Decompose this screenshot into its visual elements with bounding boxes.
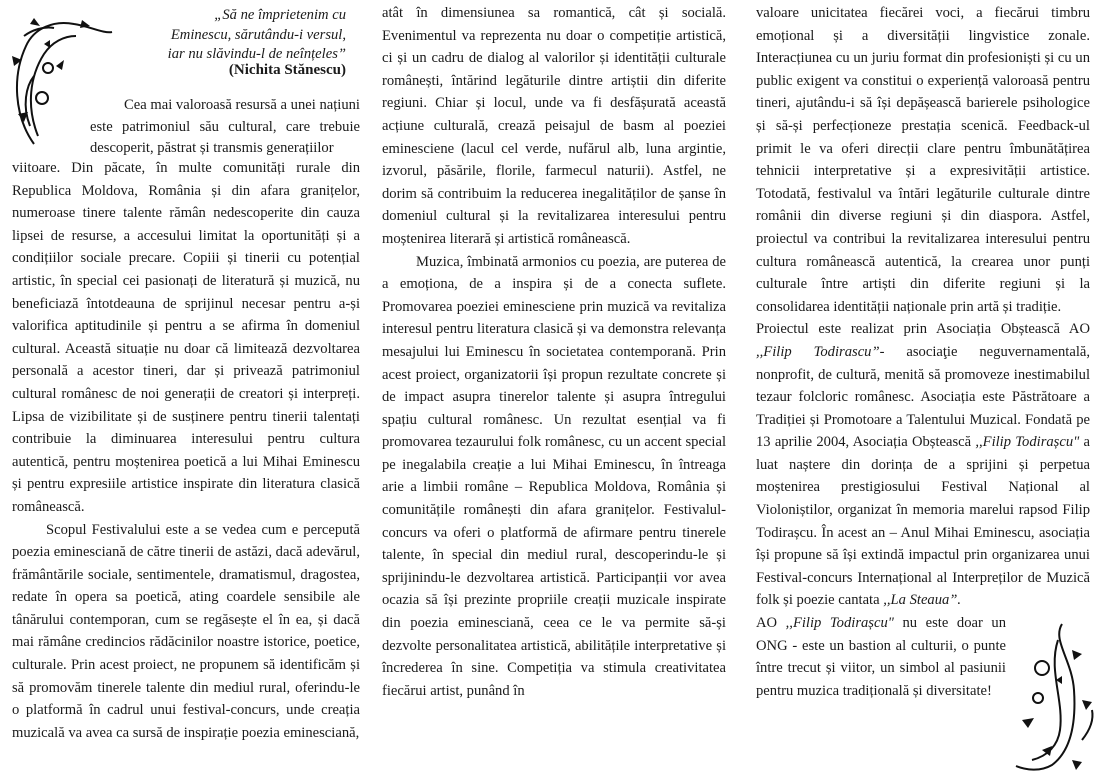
epigraph-line: „Să ne împrietenim cu [214,7,346,23]
column1-paragraph-2: Scopul Festivalului este a se vedea cum e percepută poezia eminesciană de către tinerii de astăzi, dacă adevărul, frământările sociale, sentimentele, dramatismul, dragostea, redate în opera sa poetică, ating coardele sensibile ale tânărului contemporan, cum se regăsește el în ea, și dacă mai rămâne credincios rădăcinilor noastre istorice, poetice, culturale. Prin acest proiect, ne propunem să identificăm și să promovăm tinerele talente din mediul rural, oferindu-le o platformă în cadrul unui festival-concurs, unde creația muzicală va avea ca sursă de inspirație poezia eminesciană, [12,521,360,741]
column-1 [12,157,360,744]
epigraph-line: iar nu slăvindu-l de neînțeles” [167,46,346,62]
festival-name: ,,La Steaua”. [883,592,962,609]
org-name: ,,Filip Todirașcu" [785,615,894,632]
column1-intro: Cea mai valoroasă resursă a unei națiuni este patrimoniul său cultural, care trebuie descoperit, păstrat și transmis generațiilor [90,97,360,156]
epigraph-quote [106,6,346,65]
text-run: nu este doar un ONG - este un bastion al culturii, o punte între trecut și viitor, un simbol al pasiunii pentru muzica tradițională și diversitate! [756,615,1006,699]
org-name: ,,Filip Todirașcu" [975,434,1080,451]
column3-paragraph-3 [756,612,1006,702]
column1-paragraph-1: viitoare. Din păcate, în multe comunități rurale din Republica Moldova, România și din afara granițelor, numeroase tinere talente rămân nedescoperite din cauza lipsei de resurse, a accesului limitat la oportunități și a condițiilor sociale precare. Copiii și tinerii cu potențial artistic, în special cei pasionați de literatură și muzică, nu beneficiază întotdeauna de sprijinul necesar pentru a-și valorifica aptitudinile și pentru a se afirma în domeniul cultural. Această situație nu doar că limitează dezvoltarea personală a acestor tineri, dar și privează patrimoniul cultural românesc de noi generații de creatori și interpreți. Lipsa de vizibilitate și de susținere pentru tinerii talentați contribuie la diminuarea interesului pentru cultura autentică, pentru moștenirea poetică a lui Mihai Eminescu și pentru expresiile artistice inspirate din literatura clasică românească. [12,160,360,515]
column-3 [756,2,1090,702]
column2-paragraph-2: Muzica, îmbinată armonios cu poezia, are puterea de a emoționa, de a inspira și de a conecta suflete. Promovarea poeziei eminesciene prin muzică va revitaliza interesul pentru literatura clasică și va demonstra relevanța mesajului lui Eminescu în societatea contemporană. Prin acest proiect, organizatorii își propun rezultate concrete și de impact asupra tinerelor talente și asupra întregului spațiu cultural românesc. Un rezultat esențial va fi promovarea tezaurului folk românesc, cu un accent special pe inegalabila creație a lui Mihai Eminescu, în întreaga arie a limbii române – Republica Moldova, România și comunitățile românești din afara granițelor. Festivalul-concurs va oferi o platformă de afirmare pentru tinerele talente, în special din mediul rural, descoperindu-le și sprijinindu-le dezvoltarea artistică. Participanții vor avea ocazia să își prezinte propriile creații muzicale inspirate din poezia eminesciană, ceea ce le va permite să-și dezvolte personalitatea artistică, abilitățile interpretative și încrederea în sine. Competiția va stimula creativitatea fiecărui artist, punând în [382,253,726,699]
text-run: a luat naștere din dorința de a sprijini și perpetua moștenirea prestigiosului Festival Național al Violoniștilor, organizat în memoria marelui rapsod Filip Todirașcu. În acest an – Anul Mihai Eminescu, asociația își propune să își extindă impactul prin organizarea unui Festival-concurs Internațional al Interpreților de Muzică folk și poezie cantata [756,434,1090,609]
epigraph-author: (Nichita Stănescu) [228,62,346,78]
column2-paragraph-1: atât în dimensiunea sa romantică, cât și socială. Evenimentul va reprezenta nu doar o competiție artistică, ci și un cadru de dialog al valorilor și identității culturale românești, întărind legăturile dintre artiștii din diferite regiuni. Chiar și locul, unde va fi desfășurată această acțiune culturală, crează peisajul de basm al poeziei eminesciene (lacul cel verde, nufărul alb, luna argintie, izvorul, păsările, florile, farmecul naturii). Astfel, ne dorim să contribuim la reducerea inegalităților de șanse în domeniul cultural și la revitalizarea interesului pentru moștenirea literară și artistică românească. [382,5,726,247]
epigraph-line: Eminescu, sărutându-i versul, [170,26,346,43]
text-run: Proiectul este realizat prin Asociația Obștească AO [756,321,1090,338]
text-run: AO [756,615,786,632]
text-run: - asociaţie neguvernamentală, nonprofit, de cultură, menită să promoveze inestimabilul tezaur folcloric românesc. Asociația este Păstrătoare a Tradiției și Promotoare a Talentului Muzical. Fondată pe 13 aprilie 2004, Asociația Obștească [756,343,1090,451]
column3-paragraph-1: valoare unicitatea fiecărei voci, a fiecărui timbru emoțional și a diversității lingvistice zonale. Interacțiunea cu un juriu format din profesioniști și cu un public exigent va constitui o experiență valoroasă pentru tineri, ajutându-i să își depășească barierele psihologice și să-și perfecționeze prestația scenică. Feedback-ul primit le va oferi direcții clare pentru îmbunătățirea tehnicii interpretative și a expresivității artistice. Totodată, festivalul va întări legăturile culturale dintre românii din diverse regiuni și din diaspora. Astfel, proiectul va contribui la revitalizarea interesului pentru cultura românească autentică, la crearea unor punți culturale între artiști din diferite regiuni și la consolidarea identității naționale prin artă și tradiție. [756,5,1090,315]
column-2 [382,2,726,702]
floral-corner-ornament-icon [1012,620,1096,775]
org-name: ,,Filip Todirascu” [756,343,880,360]
column3-paragraph-2 [756,318,1090,612]
